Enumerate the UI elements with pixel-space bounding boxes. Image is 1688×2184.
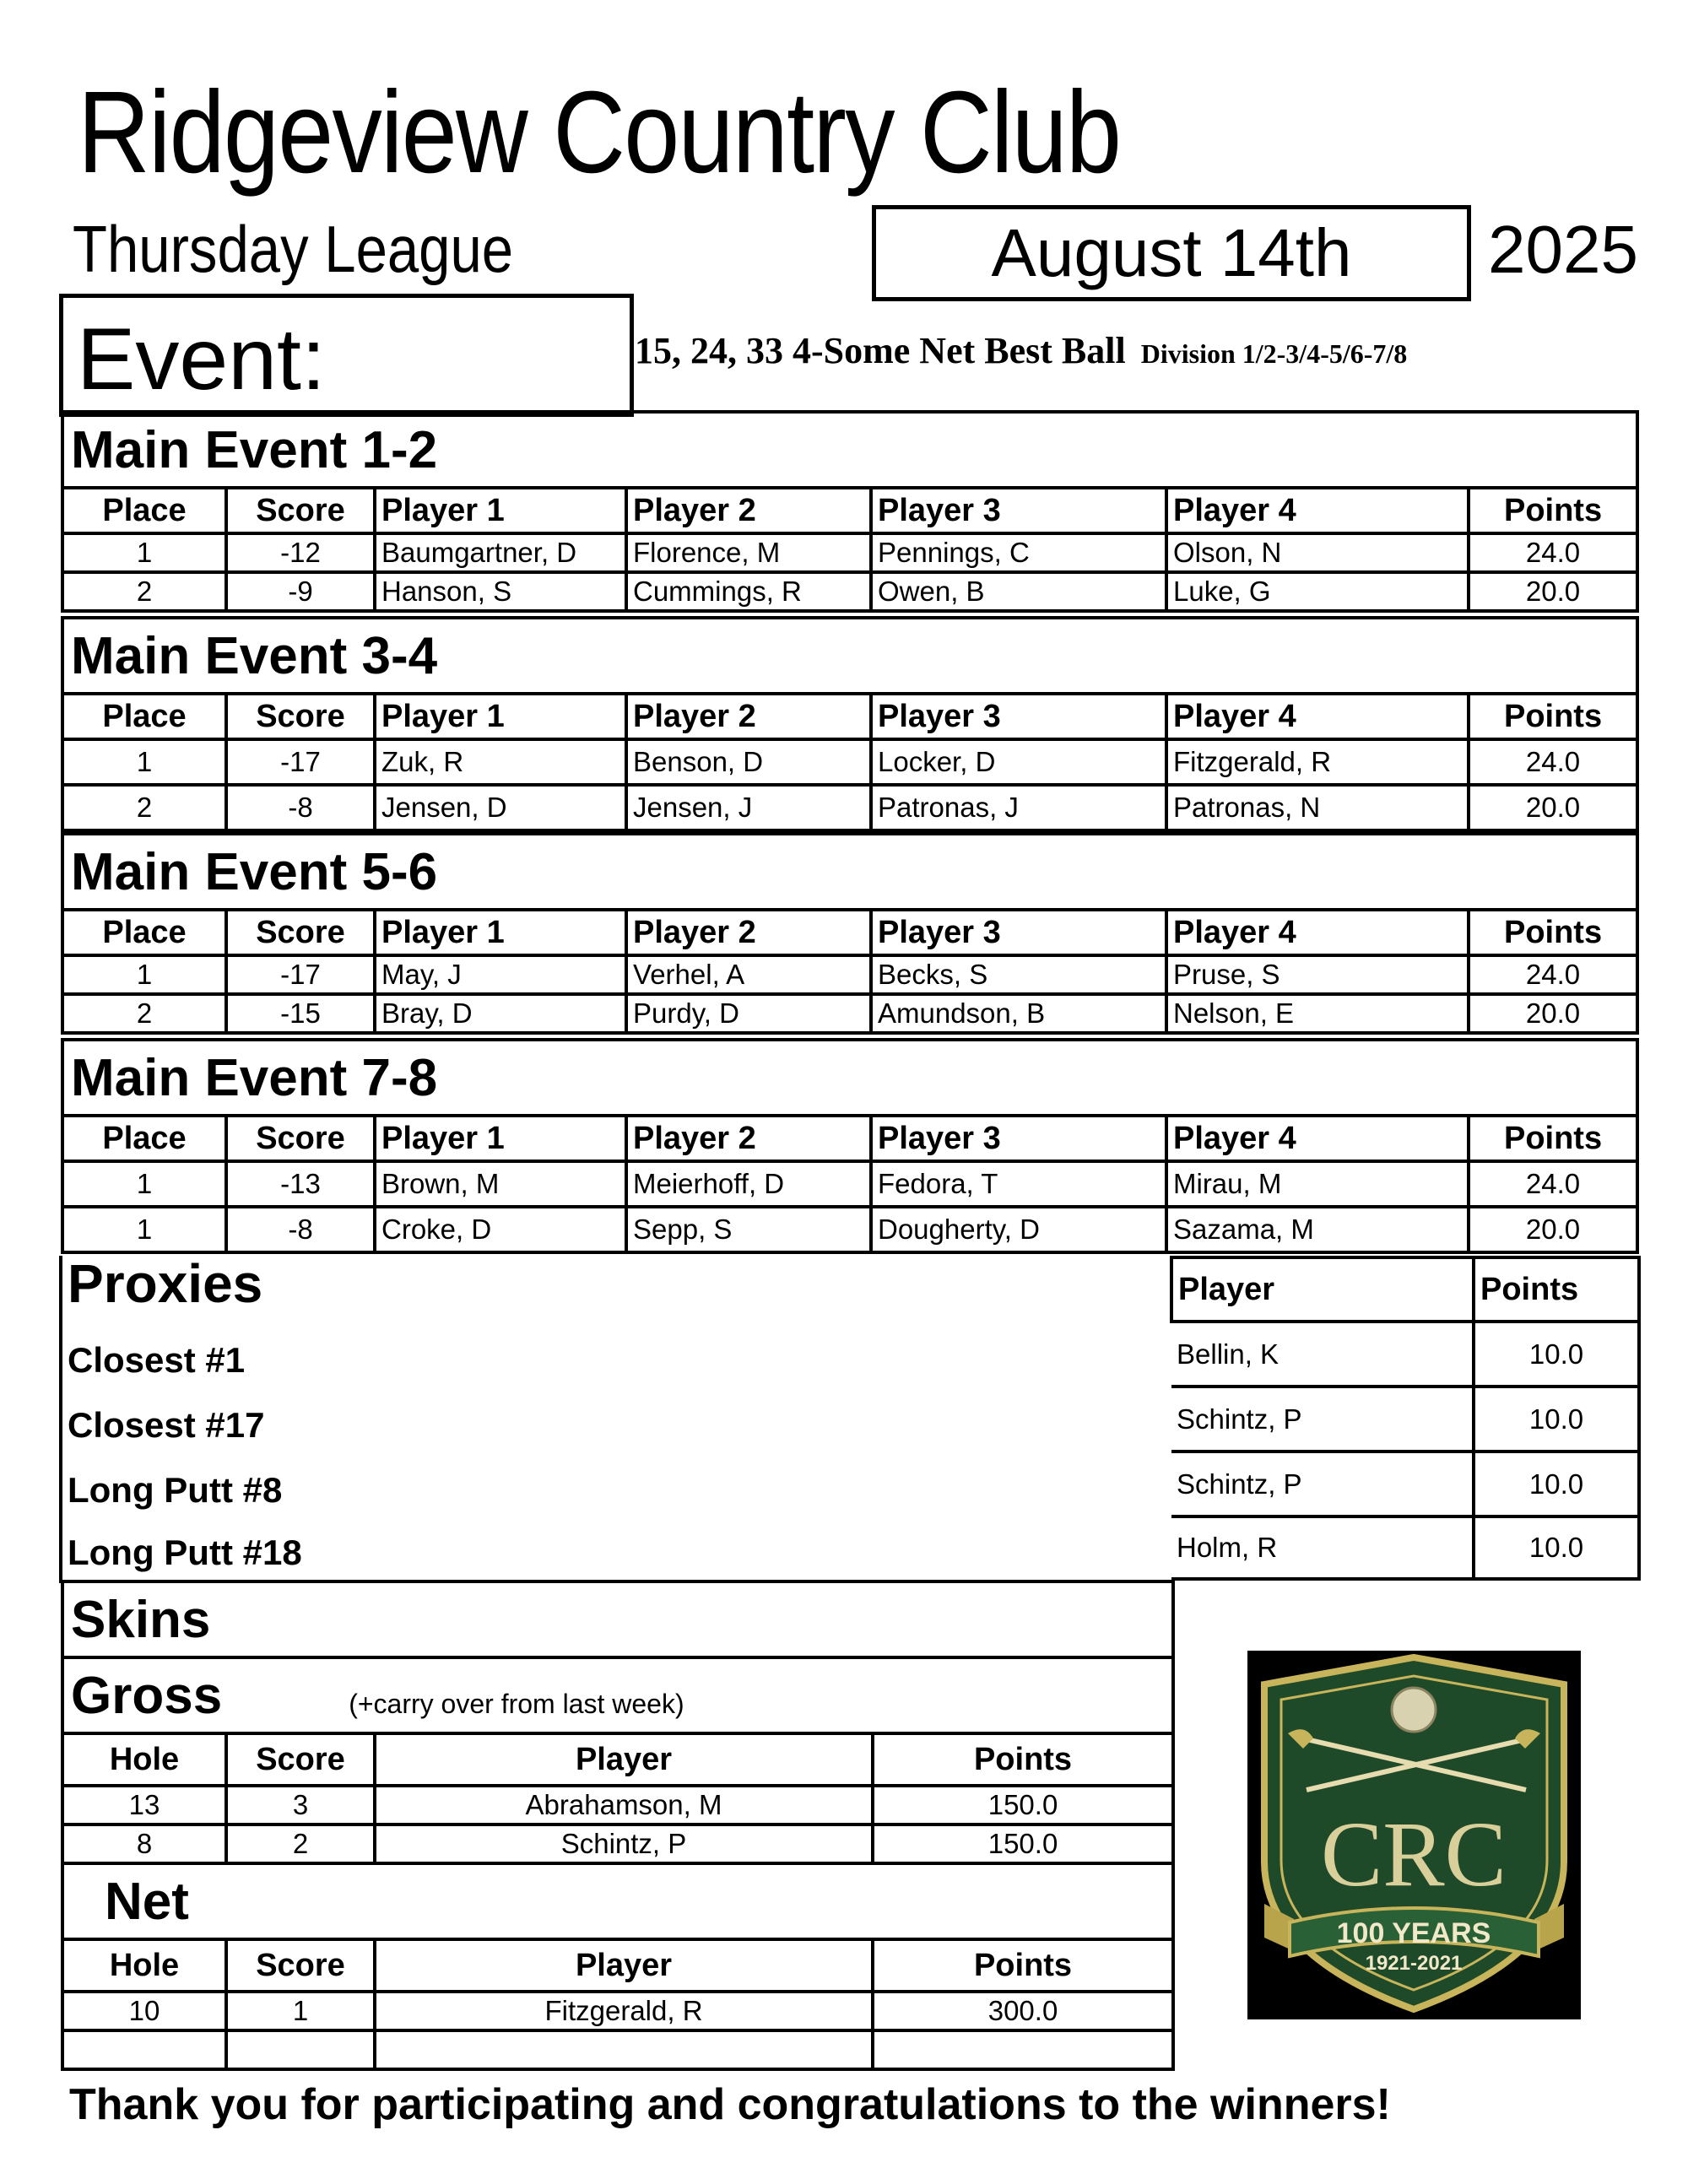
cell-p2: Benson, D [626, 739, 871, 785]
cell-points: 24.0 [1469, 1161, 1637, 1207]
col-header-score: Score [226, 488, 375, 533]
net-player: Fitzgerald, R [375, 1992, 873, 2030]
cell-points: 24.0 [1469, 533, 1637, 572]
col-header-place: Place [62, 694, 226, 739]
empty-cell [873, 2030, 1173, 2069]
col-header-p4: Player 4 [1166, 1116, 1469, 1161]
cell-score: -8 [226, 785, 375, 830]
cell-p2: Meierhoff, D [626, 1161, 871, 1207]
event-title: Main Event 7-8 [62, 1040, 1637, 1116]
gross-note: (+carry over from last week) [349, 1688, 684, 1719]
proxy-label: Long Putt #8 [68, 1470, 283, 1510]
cell-p3: Becks, S [871, 955, 1166, 994]
cell-p2: Florence, M [626, 533, 871, 572]
col-header-p1: Player 1 [375, 694, 626, 739]
club-logo [1247, 1651, 1581, 2019]
cell-p3: Owen, B [871, 572, 1166, 611]
cell-place: 1 [62, 1161, 226, 1207]
proxy-label: Closest #17 [68, 1405, 265, 1445]
proxies-table [1170, 1256, 1641, 1581]
col-header-place: Place [62, 488, 226, 533]
club-title: Ridgeview Country Club [78, 68, 1121, 197]
cell-p3: Amundson, B [871, 994, 1166, 1033]
proxy-points: 10.0 [1474, 1451, 1639, 1516]
col-header-score: Score [226, 910, 375, 955]
main-event-table [61, 410, 1639, 613]
event-title: Main Event 5-6 [62, 834, 1637, 910]
points-header: Points [873, 1733, 1173, 1786]
col-header-p1: Player 1 [375, 910, 626, 955]
col-header-points: Points [1469, 694, 1637, 739]
col-header-score: Score [226, 1116, 375, 1161]
gross-score: 3 [226, 1786, 375, 1825]
cell-score: -9 [226, 572, 375, 611]
net-hole: 10 [62, 1992, 226, 2030]
col-header-p4: Player 4 [1166, 694, 1469, 739]
footer-message: Thank you for participating and congratulations to the winners! [69, 2080, 1391, 2129]
gross-title: Gross (+carry over from last week) [62, 1657, 1173, 1733]
col-header-p3: Player 3 [871, 488, 1166, 533]
col-header-p1: Player 1 [375, 488, 626, 533]
cell-p3: Fedora, T [871, 1161, 1166, 1207]
cell-points: 20.0 [1469, 785, 1637, 830]
cell-p1: Croke, D [375, 1207, 626, 1252]
cell-score: -15 [226, 994, 375, 1033]
cell-p1: Hanson, S [375, 572, 626, 611]
cell-p3: Locker, D [871, 739, 1166, 785]
gross-hole: 13 [62, 1786, 226, 1825]
cell-score: -13 [226, 1161, 375, 1207]
league-name: Thursday League [73, 212, 514, 286]
cell-p4: Olson, N [1166, 533, 1469, 572]
logo-span: 1921-2021 [1365, 1952, 1463, 1975]
cell-p1: Baumgartner, D [375, 533, 626, 572]
cell-p3: Dougherty, D [871, 1207, 1166, 1252]
cell-p4: Patronas, N [1166, 785, 1469, 830]
event-description: 15, 24, 33 4-Some Net Best Ball Division 1/2-3/4-5/6-7/8 [635, 330, 1408, 371]
logo-years: 100 YEARS [1336, 1917, 1491, 1949]
cell-place: 1 [62, 533, 226, 572]
cell-score: -17 [226, 739, 375, 785]
col-header-score: Score [226, 694, 375, 739]
cell-p3: Pennings, C [871, 533, 1166, 572]
cell-points: 24.0 [1469, 739, 1637, 785]
col-header-p4: Player 4 [1166, 910, 1469, 955]
logo-monogram: CRC [1320, 1803, 1507, 1906]
empty-cell [62, 2030, 226, 2069]
cell-points: 20.0 [1469, 1207, 1637, 1252]
cell-p4: Pruse, S [1166, 955, 1469, 994]
cell-p2: Verhel, A [626, 955, 871, 994]
hole-header: Hole [62, 1733, 226, 1786]
net-title: Net [62, 1863, 1173, 1939]
score-header: Score [226, 1733, 375, 1786]
col-header-p3: Player 3 [871, 1116, 1166, 1161]
proxy-points: 10.0 [1474, 1516, 1639, 1579]
skins-table [61, 1580, 1175, 2071]
gross-points: 150.0 [873, 1786, 1173, 1825]
cell-p2: Sepp, S [626, 1207, 871, 1252]
proxy-points: 10.0 [1474, 1387, 1639, 1451]
event-title: Main Event 3-4 [62, 618, 1637, 694]
cell-p4: Sazama, M [1166, 1207, 1469, 1252]
col-header-p1: Player 1 [375, 1116, 626, 1161]
cell-p4: Luke, G [1166, 572, 1469, 611]
empty-cell [226, 2030, 375, 2069]
col-header-p3: Player 3 [871, 694, 1166, 739]
cell-p3: Patronas, J [871, 785, 1166, 830]
gross-points: 150.0 [873, 1825, 1173, 1863]
cell-p4: Nelson, E [1166, 994, 1469, 1033]
event-box [59, 294, 634, 417]
gross-score: 2 [226, 1825, 375, 1863]
cell-points: 24.0 [1469, 955, 1637, 994]
cell-place: 2 [62, 572, 226, 611]
col-header-points: Points [1469, 910, 1637, 955]
col-header-p4: Player 4 [1166, 488, 1469, 533]
proxy-player: Schintz, P [1171, 1451, 1474, 1516]
hole-header: Hole [62, 1939, 226, 1992]
net-points: 300.0 [873, 1992, 1173, 2030]
col-header-p2: Player 2 [626, 1116, 871, 1161]
cell-score: -17 [226, 955, 375, 994]
points-header: Points [873, 1939, 1173, 1992]
col-header-p3: Player 3 [871, 910, 1166, 955]
cell-p1: Jensen, D [375, 785, 626, 830]
cell-place: 2 [62, 994, 226, 1033]
empty-cell [375, 2030, 873, 2069]
col-header-p2: Player 2 [626, 694, 871, 739]
cell-p4: Fitzgerald, R [1166, 739, 1469, 785]
cell-place: 1 [62, 955, 226, 994]
event-date: August 14th [872, 205, 1471, 301]
proxy-points-header: Points [1474, 1257, 1639, 1322]
cell-p2: Jensen, J [626, 785, 871, 830]
cell-p2: Purdy, D [626, 994, 871, 1033]
proxy-label: Closest #1 [68, 1340, 246, 1380]
cell-p1: May, J [375, 955, 626, 994]
proxy-player: Bellin, K [1171, 1322, 1474, 1387]
proxies-title: Proxies [68, 1253, 263, 1314]
crest-icon [1247, 1651, 1581, 2019]
proxy-player: Schintz, P [1171, 1387, 1474, 1451]
cell-p1: Bray, D [375, 994, 626, 1033]
col-header-points: Points [1469, 488, 1637, 533]
division-text: Division 1/2-3/4-5/6-7/8 [1140, 338, 1408, 369]
cell-p1: Brown, M [375, 1161, 626, 1207]
main-event-table [61, 832, 1639, 1035]
player-header: Player [375, 1733, 873, 1786]
main-event-table [61, 1038, 1639, 1254]
col-header-place: Place [62, 1116, 226, 1161]
gross-player: Schintz, P [375, 1825, 873, 1863]
cell-points: 20.0 [1469, 994, 1637, 1033]
skins-title: Skins [62, 1581, 1173, 1657]
gross-player: Abrahamson, M [375, 1786, 873, 1825]
main-event-table [61, 616, 1639, 832]
proxy-points: 10.0 [1474, 1322, 1639, 1387]
proxy-label: Long Putt #18 [68, 1533, 302, 1572]
cell-p4: Mirau, M [1166, 1161, 1469, 1207]
cell-score: -12 [226, 533, 375, 572]
cell-place: 1 [62, 739, 226, 785]
cell-place: 1 [62, 1207, 226, 1252]
player-header: Player [375, 1939, 873, 1992]
cell-score: -8 [226, 1207, 375, 1252]
col-header-p2: Player 2 [626, 910, 871, 955]
event-year: 2025 [1488, 212, 1638, 287]
col-header-p2: Player 2 [626, 488, 871, 533]
net-score: 1 [226, 1992, 375, 2030]
event-label: Event: [77, 311, 326, 408]
cell-points: 20.0 [1469, 572, 1637, 611]
cell-p1: Zuk, R [375, 739, 626, 785]
col-header-points: Points [1469, 1116, 1637, 1161]
score-header: Score [226, 1939, 375, 1992]
proxy-player: Holm, R [1171, 1516, 1474, 1579]
cell-p2: Cummings, R [626, 572, 871, 611]
proxy-player-header: Player [1171, 1257, 1474, 1322]
col-header-place: Place [62, 910, 226, 955]
gross-hole: 8 [62, 1825, 226, 1863]
cell-place: 2 [62, 785, 226, 830]
event-title: Main Event 1-2 [62, 412, 1637, 488]
